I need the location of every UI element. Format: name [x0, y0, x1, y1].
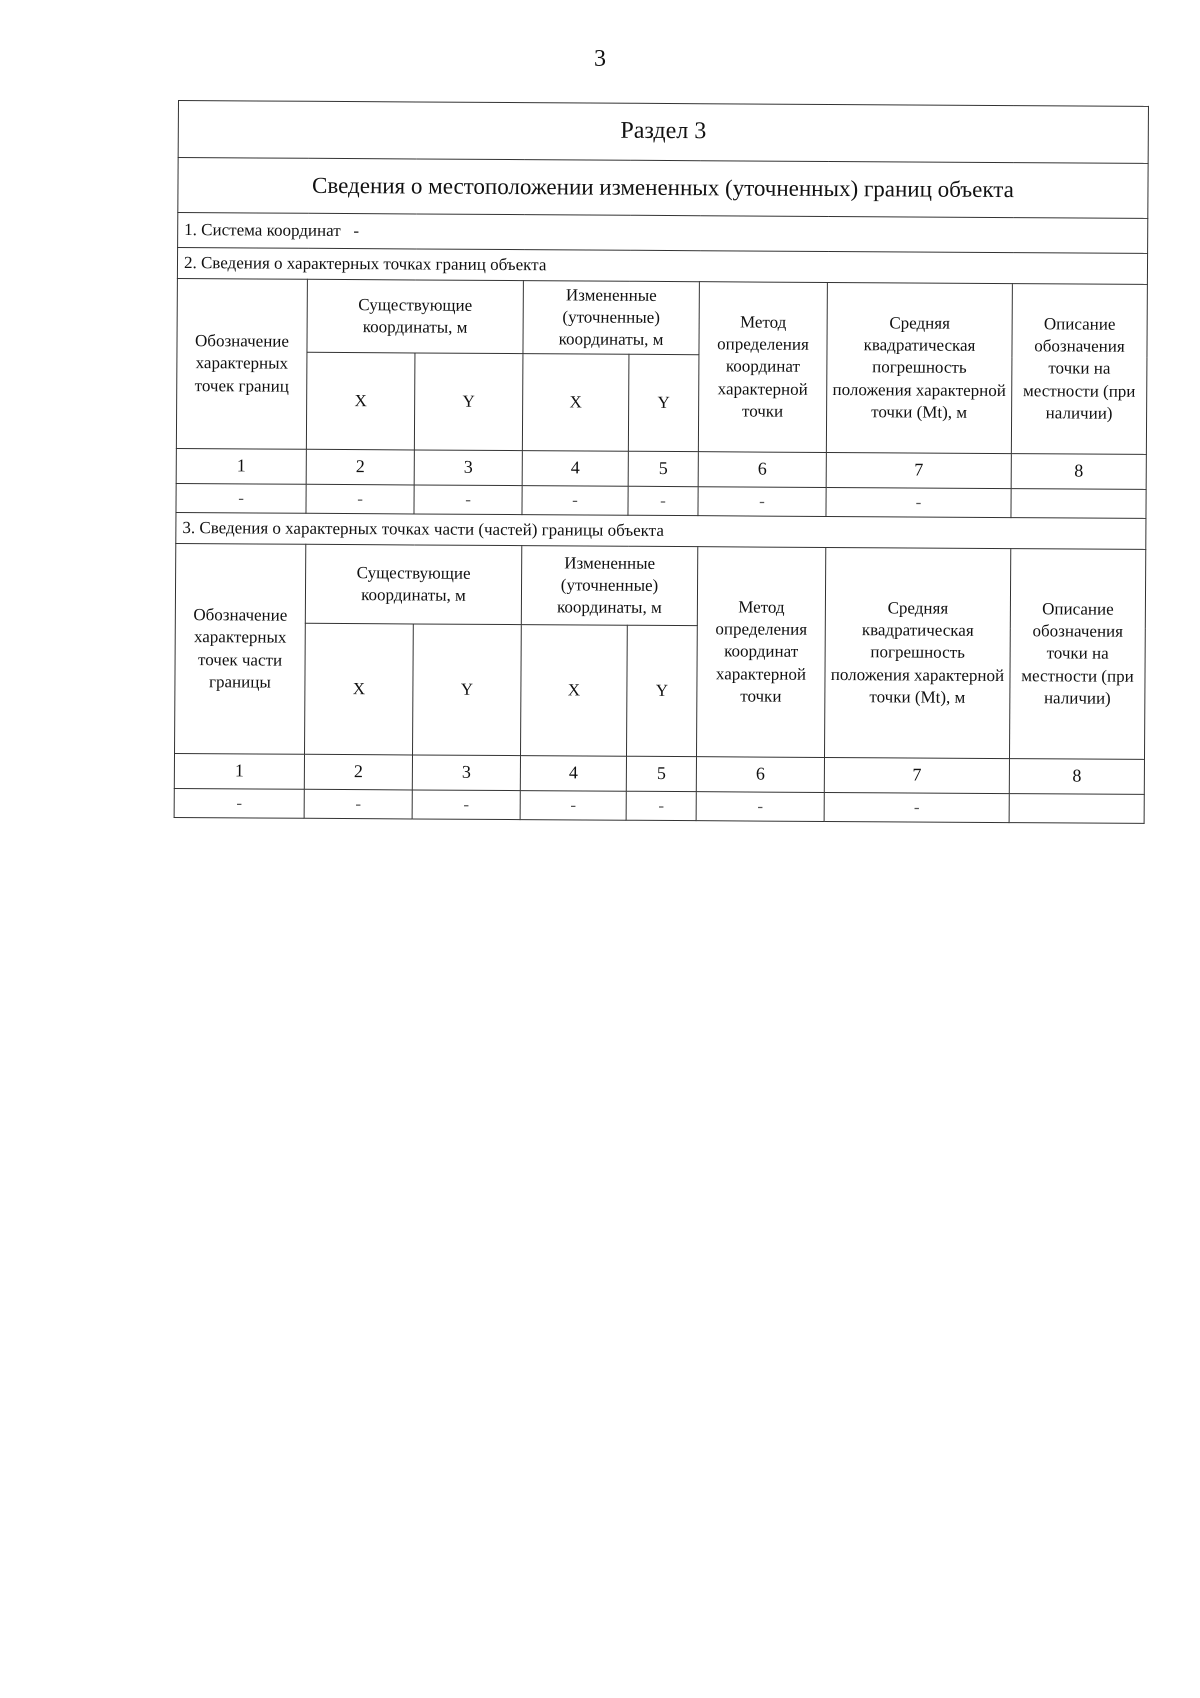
block2-changed-y: Y	[628, 354, 699, 451]
block2-num: 3	[414, 450, 522, 486]
block3-title: 3. Сведения о характерных точках части (частей) границы объекта	[176, 512, 1146, 549]
block3-num: 2	[304, 754, 412, 790]
block3-cell: -	[824, 792, 1009, 822]
block2-num: 5	[628, 451, 698, 486]
coord-system-value: -	[353, 221, 360, 241]
block3-changed-y: Y	[626, 625, 697, 756]
block3-col-existing: Существующие координаты, м	[305, 544, 521, 624]
block2-cell: -	[522, 486, 628, 516]
block3-cell: -	[696, 792, 824, 822]
block2-col-changed: Измененные (уточненные) координаты, м	[523, 281, 699, 355]
block2-changed-x: X	[522, 354, 629, 452]
section-title: Раздел 3	[178, 101, 1148, 164]
block3-cell	[1009, 794, 1144, 824]
block3-col-changed: Измененные (уточненные) координаты, м	[521, 546, 697, 626]
coord-system-label: 1. Система координат	[184, 219, 341, 240]
block3-num: 7	[824, 757, 1009, 793]
coord-system-row	[178, 213, 1148, 254]
block3-num: 6	[696, 757, 824, 793]
section-table	[174, 100, 1149, 824]
block2-cell	[1011, 489, 1146, 519]
block3-changed-x: X	[521, 625, 628, 757]
block3-num: 1	[174, 753, 304, 789]
block3-existing-y: Y	[413, 624, 522, 756]
block3-num: 5	[626, 756, 696, 791]
block3-num: 8	[1009, 759, 1144, 795]
block2-cell: -	[698, 487, 826, 517]
block3-cell: -	[412, 790, 520, 820]
block2-existing-x: X	[306, 352, 415, 450]
block3-col-description: Описание обозначения точки на местности (при наличии)	[1009, 549, 1145, 760]
block2-col-description: Описание обозначения точки на местности (при наличии)	[1011, 284, 1147, 455]
page-number: 3	[594, 46, 606, 72]
block2-num: 7	[826, 452, 1011, 488]
block2-num: 6	[698, 452, 826, 488]
block3-col-designation: Обозначение характерных точек части границы	[175, 543, 306, 754]
block2-col-error: Средняя квадратическая погрешность положения характерной точки (Mt), м	[826, 282, 1012, 453]
block2-col-existing: Существующие координаты, м	[307, 279, 523, 353]
block3-col-method: Метод определения координат характерной точки	[696, 547, 825, 758]
block3-cell: -	[626, 791, 696, 820]
block2-title: 2. Сведения о характерных точках границ объекта	[177, 248, 1147, 285]
block3-existing-x: X	[305, 623, 414, 755]
block2-num: 2	[306, 449, 414, 485]
block2-cell: -	[826, 487, 1011, 517]
block2-num: 1	[176, 448, 306, 484]
block3-col-error: Средняя квадратическая погрешность положения характерной точки (Mt), м	[824, 547, 1010, 758]
block2-cell: -	[176, 483, 306, 513]
block2-cell: -	[414, 485, 522, 515]
block3-num: 3	[412, 755, 520, 791]
block3-cell: -	[174, 788, 304, 818]
block2-cell: -	[306, 484, 414, 514]
block2-num: 8	[1011, 454, 1146, 490]
block2-num: 4	[522, 451, 628, 487]
section-subtitle: Сведения о местоположении измененных (уточненных) границ объекта	[178, 158, 1148, 219]
block2-col-designation: Обозначение характерных точек границ	[176, 278, 307, 449]
block3-num: 4	[520, 756, 626, 792]
block2-cell: -	[628, 486, 698, 515]
block3-cell: -	[304, 789, 412, 819]
block3-cell: -	[520, 791, 626, 821]
block2-existing-y: Y	[414, 353, 523, 451]
block2-col-method: Метод определения координат характерной точки	[698, 282, 827, 453]
